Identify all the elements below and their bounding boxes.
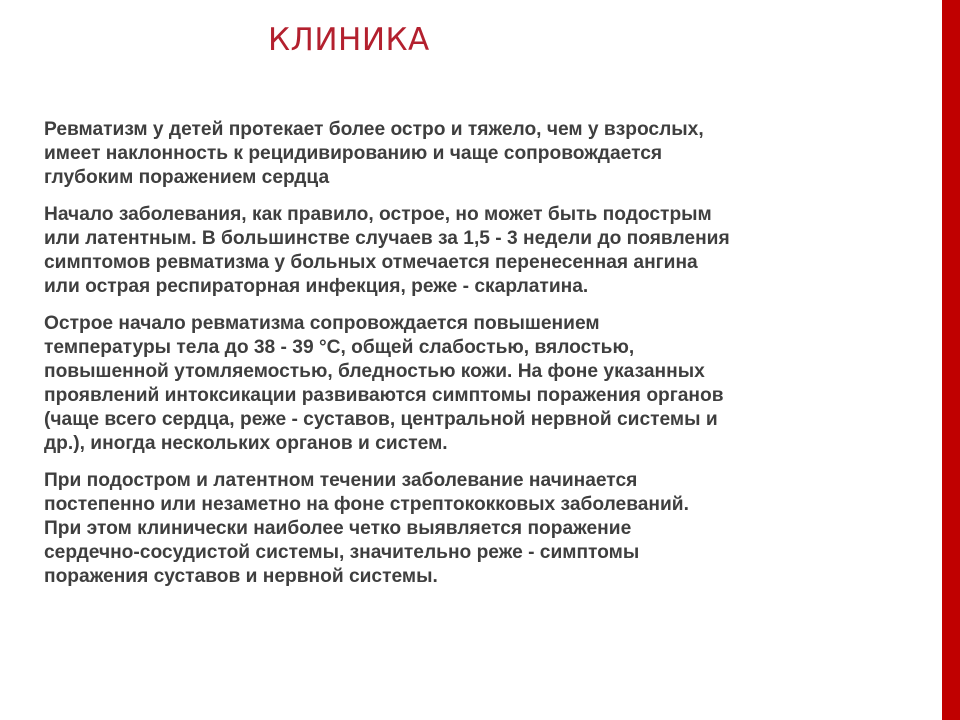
slide-title: КЛИНИКА — [268, 22, 430, 58]
paragraph-2: Начало заболевания, как правило, острое, но может быть подострым или латентным. В большинстве случаев за 1,5 - 3 недели до появления симптомов ревматизма у больных отмечается перенесенная ангина или острая респираторная инфекция, реже - скарлатина. — [44, 204, 730, 297]
paragraph-3: Острое начало ревматизма сопровождается повышением температуры тела до 38 - 39 °С, общей слабостью, вялостью, повышенной утомляемостью, бледностью кожи. На фоне указанных проявлений интоксикации развиваются симптомы поражения органов (чаще всего сердца, реже - суставов, центральной нервной системы и др.), иногда нескольких органов и систем. — [44, 313, 724, 454]
slide-body — [44, 118, 924, 602]
accent-bar — [942, 0, 960, 720]
paragraph-1: Ревматизм у детей протекает более остро и тяжело, чем у взрослых, имеет наклонность к рецидивированию и чаще сопровождается глубоким поражением сердца — [44, 119, 704, 188]
paragraph-4: При подостром и латентном течении заболевание начинается постепенно или незаметно на фоне стрептококковых заболеваний. При этом клинически наиболее четко выявляется поражение сердечно-сосудистой системы, значительно реже - симптомы поражения суставов и нервной системы. — [44, 470, 689, 587]
